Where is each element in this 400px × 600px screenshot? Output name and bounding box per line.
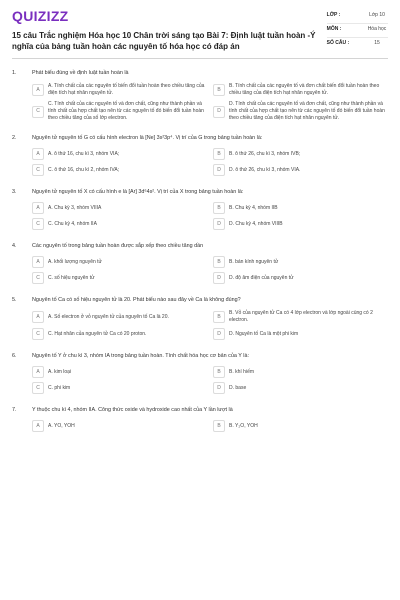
option-text: A. Tính chất của các nguyên tố biến đổi tuần hoàn theo chiều tăng của điện tích hạt nhân nguyên tử.: [48, 83, 205, 96]
option-letter-box[interactable]: A: [32, 256, 44, 268]
answer-option-c[interactable]: [32, 328, 207, 340]
option-letter-box[interactable]: B: [213, 311, 225, 323]
option-letter-box[interactable]: A: [32, 148, 44, 160]
option-letter-box[interactable]: A: [32, 311, 44, 323]
question-item: [12, 406, 388, 432]
option-text: A. Chu kỳ 3, nhóm VIIIA: [48, 204, 102, 211]
option-letter-box[interactable]: D: [213, 328, 225, 340]
answer-option-a[interactable]: [32, 83, 207, 97]
option-text: D. ô thứ 26, chu kì 3, nhóm VIA.: [229, 166, 301, 173]
question-number: 2.: [12, 135, 17, 141]
question-text: Nguyên tố Y ở chu kì 3, nhóm IA trong bảng tuần hoàn. Tính chất hóa học cơ bản của Y là:: [32, 353, 249, 359]
option-letter-box[interactable]: D: [213, 106, 225, 118]
option-text: D. base: [229, 384, 247, 391]
meta-label: LỚP :: [326, 12, 341, 18]
question-text: Nguyên tố Ca có số hiệu nguyên tử là 20. Phát biểu nào sau đây về Ca là không đúng?: [32, 297, 241, 303]
answer-option-a[interactable]: [32, 366, 207, 378]
answer-options: [12, 256, 388, 284]
answer-option-b[interactable]: [213, 310, 388, 324]
option-text: D. Chu kỳ 4, nhóm VIIIB: [229, 220, 283, 227]
question-stem: [12, 242, 388, 250]
question-stem: [12, 134, 388, 142]
answer-options: [12, 202, 388, 230]
option-text: B. Vỏ của nguyên tử Ca có 4 lớp electron và lớp ngoài cùng có 2 electron.: [229, 310, 373, 323]
option-letter-box[interactable]: C: [32, 164, 44, 176]
question-number: 6.: [12, 353, 17, 359]
option-text: A. kim loại: [48, 368, 72, 375]
question-number: 3.: [12, 189, 17, 195]
option-text: B. ô thứ 26, chu kì 3, nhóm IVB;: [229, 150, 301, 157]
option-letter-box[interactable]: C: [32, 382, 44, 394]
option-letter-box[interactable]: D: [213, 218, 225, 230]
question-item: [12, 188, 388, 230]
question-number: 1.: [12, 70, 17, 76]
question-text: Phát biểu đúng về định luật tuần hoàn là: [32, 70, 129, 76]
question-number: 5.: [12, 297, 17, 303]
option-letter-box[interactable]: A: [32, 366, 44, 378]
question-stem: [12, 188, 388, 196]
answer-option-a[interactable]: [32, 148, 207, 160]
option-text: C. số hiệu nguyên tử: [48, 274, 95, 281]
option-letter-box[interactable]: C: [32, 272, 44, 284]
answer-option-a[interactable]: [32, 310, 207, 324]
answer-options: [12, 83, 388, 122]
meta-label: MÔN :: [326, 26, 342, 32]
question-text: Các nguyên tố trong bảng tuần hoàn được sắp xếp theo chiều tăng dần: [32, 243, 204, 249]
question-text: Y thuộc chu kì 4, nhóm IIA. Công thức oxide và hydroxide cao nhất của Y lần lượt là: [32, 407, 233, 413]
meta-row: [327, 24, 388, 38]
option-text: A. ô thứ 16, chu kì 3, nhóm VIA;: [48, 150, 120, 157]
meta-label: SỐ CÂU :: [326, 40, 350, 46]
answer-option-c[interactable]: [32, 164, 207, 176]
question-text: Nguyên tử nguyên tố X có cấu hình e là [Ar] 3d⁶4s². Vị trí của X trong bảng tuần hoàn là:: [32, 189, 244, 195]
question-stem: [12, 296, 388, 304]
option-text: B. bán kính nguyên tử: [229, 258, 279, 265]
meta-row: [327, 38, 388, 51]
option-letter-box[interactable]: B: [213, 256, 225, 268]
question-stem: [12, 69, 388, 77]
answer-option-d[interactable]: [213, 218, 388, 230]
option-letter-box[interactable]: B: [213, 420, 225, 432]
answer-option-d[interactable]: [213, 382, 388, 394]
option-letter-box[interactable]: B: [213, 84, 225, 96]
option-letter-box[interactable]: C: [32, 328, 44, 340]
question-item: [12, 352, 388, 394]
meta-value: 15: [374, 40, 380, 46]
quizizz-logo: QUIZIZZ: [12, 8, 69, 24]
option-text: A. khối lượng nguyên tử: [48, 258, 102, 265]
question-item: [12, 69, 388, 122]
question-item: [12, 134, 388, 176]
question-number: 7.: [12, 407, 17, 413]
option-letter-box[interactable]: D: [213, 382, 225, 394]
option-text: C. phi kim: [48, 384, 71, 391]
option-text: B. khí hiếm: [229, 368, 255, 375]
answer-option-c[interactable]: [32, 272, 207, 284]
answer-option-a[interactable]: [32, 202, 207, 214]
option-text: C. ô thứ 16, chu kì 2, nhóm IVA;: [48, 166, 120, 173]
option-letter-box[interactable]: D: [213, 164, 225, 176]
worksheet-title: 15 câu Trắc nghiệm Hóa học 10 Chân trời sáng tạo Bài 7: Định luật tuần hoàn -Ý nghĩa của bảng tuần hoàn các nguyên tố hóa học có đáp án: [12, 31, 316, 51]
answer-option-d[interactable]: [213, 328, 388, 340]
worksheet-header: [12, 0, 388, 52]
meta-row: [327, 10, 388, 24]
option-text: A. Số electron ở vỏ nguyên tử của nguyên tố Ca là 20.: [48, 313, 169, 320]
answer-option-d[interactable]: [213, 164, 388, 176]
answer-options: [12, 310, 388, 340]
answer-option-b[interactable]: [213, 420, 388, 432]
option-text: C. Hạt nhân của nguyên tử Ca có 20 proton.: [48, 330, 147, 337]
answer-option-b[interactable]: [213, 148, 388, 160]
option-text: B. Y₂O, YOH: [229, 422, 258, 429]
answer-option-d[interactable]: [213, 101, 388, 122]
option-letter-box[interactable]: A: [32, 84, 44, 96]
question-list: [12, 69, 388, 432]
answer-options: [12, 148, 388, 176]
answer-option-b[interactable]: [213, 83, 388, 97]
answer-options: [12, 366, 388, 394]
answer-option-c[interactable]: [32, 218, 207, 230]
option-text: A. YO, YOH: [48, 422, 75, 429]
question-stem: [12, 406, 388, 414]
meta-value: Hóa học: [367, 26, 387, 32]
option-text: D. Nguyên tố Ca là một phi kim: [229, 330, 299, 337]
option-text: C. Tính chất của các nguyên tố và đơn chất, cũng như thành phần và tính chất của hợp chất tạo nên từ các nguyên tố đó biến đổi tuần hoàn theo chiều tăng của số lớp electron.: [48, 101, 204, 121]
question-item: [12, 296, 388, 340]
answer-option-c[interactable]: [32, 382, 207, 394]
answer-option-b[interactable]: [213, 366, 388, 378]
option-letter-box[interactable]: C: [32, 106, 44, 118]
question-text: Nguyên tử nguyên tố G có cấu hình electron là [Ne] 3s²3p⁴. Vị trí của G trong bảng tuần hoàn là:: [32, 135, 263, 141]
answer-option-a[interactable]: [32, 256, 207, 268]
answer-option-b[interactable]: [213, 256, 388, 268]
question-number: 4.: [12, 243, 17, 249]
option-text: B. Tính chất của các nguyên tố và đơn chất biến đổi tuần hoàn theo chiều tăng của điện tích hạt nhân nguyên tử.: [229, 83, 380, 96]
answer-option-c[interactable]: [32, 101, 207, 122]
option-text: B. Chu kỳ 4, nhóm IIB: [229, 204, 278, 211]
option-text: C. Chu kỳ 4, nhóm IIA: [48, 220, 97, 227]
answer-option-b[interactable]: [213, 202, 388, 214]
option-letter-box[interactable]: B: [213, 148, 225, 160]
option-letter-box[interactable]: A: [32, 420, 44, 432]
answer-option-a[interactable]: [32, 420, 207, 432]
option-letter-box[interactable]: D: [213, 272, 225, 284]
header-left: [12, 8, 327, 52]
question-stem: [12, 352, 388, 360]
option-letter-box[interactable]: B: [213, 366, 225, 378]
option-text: D. độ âm điện của nguyên tử: [229, 274, 294, 281]
meta-value: Lớp 10: [369, 12, 385, 18]
header-divider: [12, 58, 388, 59]
option-letter-box[interactable]: A: [32, 202, 44, 214]
option-letter-box[interactable]: B: [213, 202, 225, 214]
answer-options: [12, 420, 388, 432]
worksheet-meta: [327, 10, 388, 51]
option-text: D. Tính chất của các nguyên tố và đơn chất, cũng như thành phần và tính chất của hợp chất tạo nên từ các nguyên tố đó biến đổi tuần hoàn theo chiều tăng của điện tích hạt nhân nguyên tử.: [229, 101, 385, 121]
question-item: [12, 242, 388, 284]
option-letter-box[interactable]: C: [32, 218, 44, 230]
answer-option-d[interactable]: [213, 272, 388, 284]
